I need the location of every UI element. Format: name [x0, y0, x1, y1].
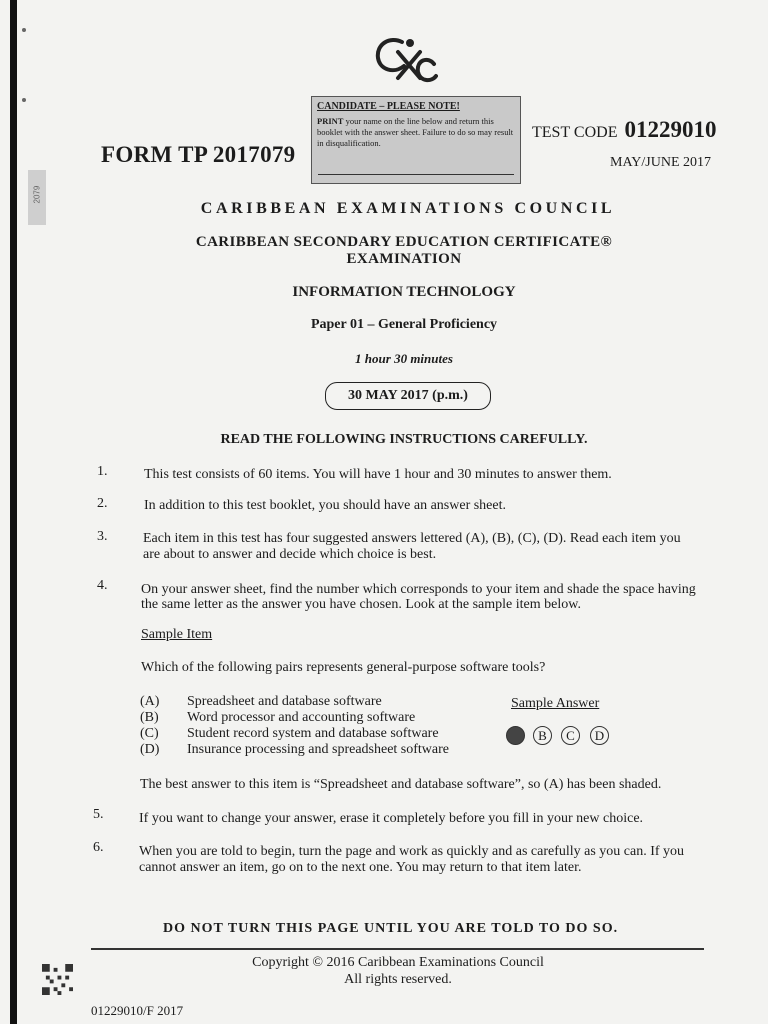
- instructions-heading: READ THE FOLLOWING INSTRUCTIONS CAREFULLY.: [220, 432, 588, 447]
- scan-dot: [22, 98, 26, 102]
- qr-code-icon: [42, 964, 73, 995]
- instruction-text: cannot answer an item, go on to the next one. You may return to that item later.: [139, 860, 582, 875]
- option-letter: (D): [140, 742, 160, 757]
- footer-divider: [91, 948, 704, 950]
- do-not-turn-warning: DO NOT TURN THIS PAGE UNTIL YOU ARE TOLD TO DO SO.: [163, 921, 619, 936]
- answer-bubble-a-shaded: [506, 726, 525, 745]
- document-code: 01229010/F 2017: [91, 1003, 184, 1018]
- answer-bubble-d: D: [590, 726, 609, 745]
- answer-bubble-b: B: [533, 726, 552, 745]
- instruction-text: When you are told to begin, turn the page and work as quickly and as carefully as you can. If you: [139, 844, 685, 859]
- instruction-text: Each item in this test has four suggested answers lettered (A), (B), (C), (D). Read each item you: [143, 531, 681, 546]
- exam-session: MAY/JUNE 2017: [610, 155, 711, 170]
- option-text: Spreadsheet and database software: [187, 694, 382, 709]
- instruction-number: 2.: [97, 496, 108, 511]
- form-code: FORM TP 2017079: [101, 142, 296, 167]
- binding-edge: [10, 0, 17, 1024]
- sample-item-heading: Sample Item: [141, 627, 213, 642]
- copyright-line: Copyright © 2016 Caribbean Examinations Council: [252, 955, 544, 970]
- logo-text: CXC: [405, 83, 408, 84]
- option-text: Insurance processing and spreadsheet software: [187, 742, 450, 757]
- sample-question: Which of the following pairs represents general-purpose software tools?: [141, 660, 546, 675]
- option-text: Student record system and database software: [187, 726, 439, 741]
- sample-answer-heading: Sample Answer: [511, 696, 600, 711]
- answer-bubble-c: C: [561, 726, 580, 745]
- test-code-value: 01229010: [624, 117, 717, 142]
- paper-title: Paper 01 – General Proficiency: [310, 317, 498, 332]
- subject-title: INFORMATION TECHNOLOGY: [292, 284, 516, 300]
- instruction-text: In addition to this test booklet, you should have an answer sheet.: [144, 498, 506, 513]
- certificate-title: CARIBBEAN SECONDARY EDUCATION CERTIFICATE®: [195, 234, 613, 250]
- copyright-notice: [243, 954, 553, 988]
- exam-date-box: 30 MAY 2017 (p.m.): [325, 382, 491, 410]
- instruction-text: If you want to change your answer, erase it completely before you fill in your new choice.: [139, 811, 644, 826]
- scan-dot: [22, 28, 26, 32]
- rights-line: All rights reserved.: [344, 972, 452, 987]
- candidate-notice-box: [311, 96, 521, 184]
- exam-duration: 1 hour 30 minutes: [355, 351, 453, 366]
- test-code: [532, 117, 716, 143]
- certificate-subtitle: EXAMINATION: [346, 251, 462, 267]
- instruction-number: 4.: [97, 578, 108, 593]
- instruction-text: are about to answer and decide which choice is best.: [143, 547, 437, 562]
- cxc-logo: [372, 34, 438, 84]
- notice-title: CANDIDATE – PLEASE NOTE!: [317, 101, 460, 112]
- council-name: CARIBBEAN EXAMINATIONS COUNCIL: [200, 200, 616, 217]
- instruction-number: 1.: [97, 464, 108, 479]
- side-stamp-text: 2079: [32, 185, 42, 204]
- instruction-text: This test consists of 60 items. You will have 1 hour and 30 minutes to answer them.: [144, 467, 612, 482]
- option-letter: (B): [140, 710, 159, 725]
- sample-explanation: The best answer to this item is “Spreadsheet and database software”, so (A) has been shaded.: [140, 777, 662, 792]
- instruction-number: 6.: [93, 840, 104, 855]
- instruction-text: the same letter as the answer you have chosen. Look at the sample item below.: [141, 597, 581, 612]
- instruction-text: On your answer sheet, find the number which corresponds to your item and shade the space having: [141, 582, 696, 597]
- option-text: Word processor and accounting software: [187, 710, 416, 725]
- instruction-number: 3.: [97, 529, 108, 544]
- notice-body: your name on the line below and return this booklet with the answer sheet. Failure to do so may result in disqualification.: [317, 116, 514, 148]
- test-code-label: TEST CODE: [532, 124, 618, 141]
- name-line: [318, 174, 514, 175]
- notice-text: [317, 116, 515, 149]
- option-letter: (A): [140, 694, 160, 709]
- instruction-number: 5.: [93, 807, 104, 822]
- notice-lead: PRINT: [317, 116, 344, 126]
- option-letter: (C): [140, 726, 159, 741]
